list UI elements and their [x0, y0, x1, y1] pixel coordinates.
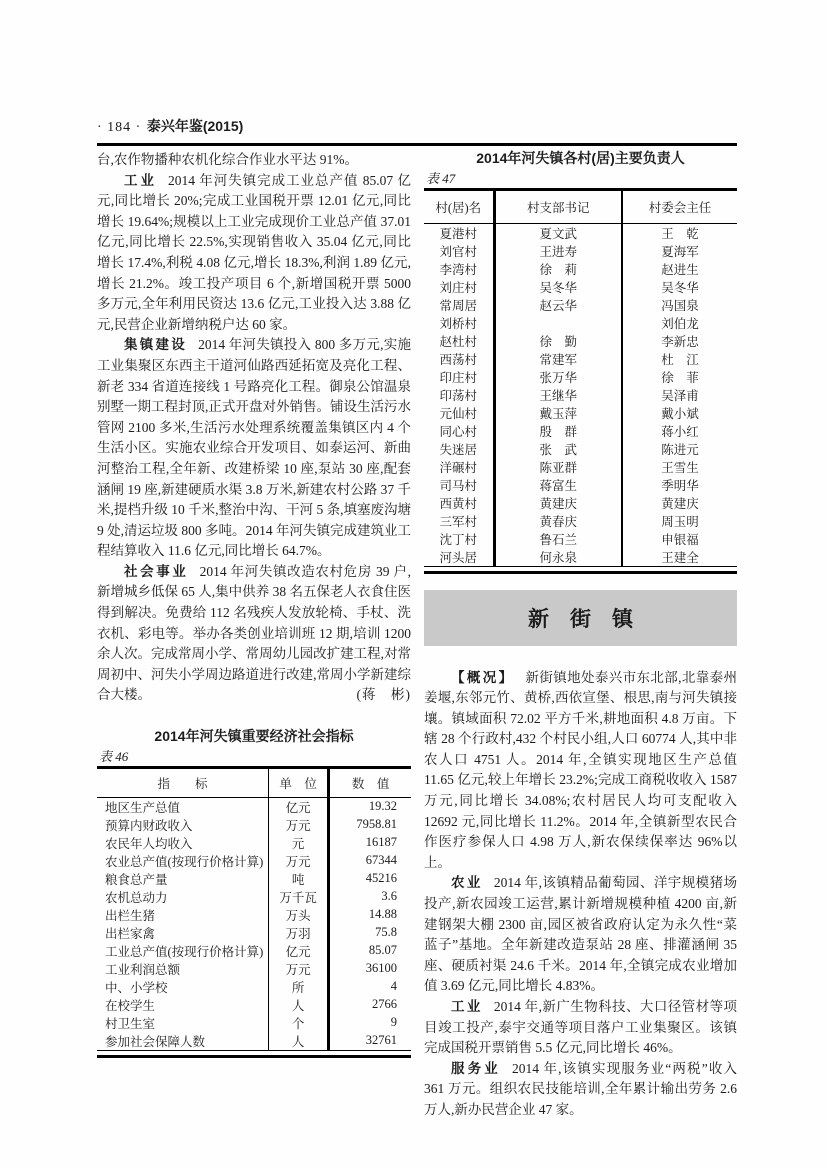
table-cell: 周玉明: [661, 514, 699, 529]
table-cell: 中、小学校: [97, 978, 269, 996]
paragraph-lead: 工业: [124, 172, 157, 188]
table-cell: 村卫生室: [97, 1014, 269, 1032]
table-cell: 失迷居: [424, 440, 494, 458]
table-cell: 印庄村: [424, 368, 494, 386]
table-row: [97, 924, 411, 942]
table-cell: 元: [269, 834, 329, 852]
table-cell: 吴泽甫: [661, 388, 699, 403]
table-row: [424, 314, 737, 332]
table-row: [97, 834, 411, 852]
table-cell: 出栏生猪: [97, 906, 269, 924]
table-cell: 王进寿: [494, 242, 622, 260]
table-row: [424, 350, 737, 368]
column-header: 数 值: [329, 769, 411, 797]
table-cell: 人: [269, 1032, 329, 1051]
table47: [424, 188, 737, 574]
table-cell: 9: [390, 1015, 397, 1029]
table-cell: 赵进生: [661, 262, 699, 277]
table47-title: 2014年河失镇各村(居)主要负责人: [476, 150, 685, 166]
table-cell: 14.88: [368, 907, 397, 921]
table-cell: 蒋小红: [661, 424, 699, 439]
table-cell: 夏文武: [494, 223, 622, 242]
table-row: [424, 296, 737, 314]
paragraph: 社会事业 2014 年河失镇改造农村危房 39 户,新增城乡低保 65 人,集中供养 38 名五保老人衣食住医得到解决。免费给 112 名残疾人发放轮椅、手杖、洗衣机、彩电等。举办各类创业培训班 12 期,培训 1200 余人次。完成常周小学、常周幼儿园改扩建工程,对常周初中、河失小学周边路道进行改建,常周小学新建综合大楼。 (蒋 彬): [97, 562, 411, 706]
table-row: [424, 458, 737, 476]
table-cell: 张万华: [494, 368, 622, 386]
table-cell: 75.8: [375, 925, 397, 939]
right-paragraphs: [424, 668, 737, 1121]
table-cell: 7958.81: [356, 817, 397, 831]
table-row: [97, 942, 411, 960]
table-cell: 王雪生: [661, 460, 699, 475]
table-row: [97, 996, 411, 1014]
table-cell: 常建军: [494, 350, 622, 368]
table-cell: 徐 勤: [494, 332, 622, 350]
table-cell: 吨: [269, 870, 329, 888]
table-cell: 鲁石兰: [494, 530, 622, 548]
table-cell: 16187: [365, 835, 397, 849]
table-cell: 45216: [365, 871, 397, 885]
table-cell: 河头居: [424, 548, 494, 567]
table-cell: 人: [269, 996, 329, 1014]
table-cell: 陈亚群: [494, 458, 622, 476]
table-cell: 4: [390, 979, 397, 993]
table-cell: 工业利润总额: [97, 960, 269, 978]
paragraph-lead: 社会事业: [124, 563, 189, 579]
table-cell: 万头: [269, 906, 329, 924]
table-cell: 戴小斌: [661, 406, 699, 421]
table-cell: 36100: [365, 961, 397, 975]
table-cell: 何永泉: [494, 548, 622, 567]
table-cell: 王 乾: [661, 226, 699, 241]
table-cell: 刘庄村: [424, 278, 494, 296]
paragraph-lead: 工业: [451, 999, 483, 1014]
table-row: [97, 888, 411, 906]
table-cell: 夏海军: [661, 244, 699, 259]
table46-label: 表 46: [99, 749, 129, 764]
table-cell: 黄春庆: [494, 512, 622, 530]
table47-label: 表 47: [426, 171, 456, 186]
table-cell: 农民年人均收入: [97, 834, 269, 852]
table-row: [97, 797, 411, 816]
table-cell: 李新忠: [661, 334, 699, 349]
table-cell: 刘伯龙: [661, 316, 699, 331]
table-cell: 地区生产总值: [97, 797, 269, 816]
table-cell: 司马村: [424, 476, 494, 494]
table-cell: 赵杜村: [424, 332, 494, 350]
paragraph-lead: 农业: [451, 875, 483, 891]
table-row: [424, 332, 737, 350]
table-cell: 3.6: [381, 889, 397, 903]
table-cell: 万元: [269, 960, 329, 978]
table-row: [424, 223, 737, 242]
table-cell: 在校学生: [97, 996, 269, 1014]
paragraph: 服务业 2014 年,该镇实现服务业“两税”收入 361 万元。组织农民技能培训,全年累计输出劳务 2.6 万人,新办民营企业 47 家。: [424, 1060, 738, 1117]
paragraph-lead: 【概况】: [451, 669, 515, 685]
column-header: 单 位: [269, 769, 329, 797]
column-header: 指 标: [97, 769, 269, 797]
paragraph-lead: 服务业: [451, 1060, 501, 1076]
table-row: [424, 494, 737, 512]
table-cell: 出栏家禽: [97, 924, 269, 942]
table-cell: 沈丁村: [424, 530, 494, 548]
table-cell: 吴冬华: [494, 278, 622, 296]
table-cell: 西荡村: [424, 350, 494, 368]
table-cell: 亿元: [269, 942, 329, 960]
table-cell: 参加社会保障人数: [97, 1032, 269, 1051]
book-title: 泰兴年鉴(2015): [146, 118, 244, 134]
table-cell: 申银福: [661, 532, 699, 547]
table-cell: 冯国泉: [661, 298, 699, 313]
table-cell: 杜 江: [661, 352, 699, 367]
table46-grid: [97, 769, 411, 1051]
table-row: [424, 404, 737, 422]
table-cell: 农业总产值(按现行价格计算): [97, 852, 269, 870]
author-byline: (蒋 彬): [356, 687, 411, 703]
table-cell: 2766: [372, 997, 397, 1011]
table-cell: 农机总动力: [97, 888, 269, 906]
column-header: 村支部书记: [494, 191, 622, 223]
table47-header: [424, 191, 737, 223]
table-cell: 王建全: [622, 548, 737, 567]
table-row: [424, 242, 737, 260]
table-cell: 预算内财政收入: [97, 816, 269, 834]
table-cell: 吴冬华: [661, 280, 699, 295]
table-cell: 西黄村: [424, 494, 494, 512]
paragraph: 台,农作物播种农机化综合作业水平达 91%。: [97, 152, 358, 167]
section-banner-xinjiezhen: 新 街 镇: [424, 590, 737, 646]
right-column: [424, 148, 737, 1121]
table-cell: 陈进元: [661, 442, 699, 457]
table-cell: 常周居: [424, 296, 494, 314]
table-row: [424, 512, 737, 530]
table-cell: 万千瓦: [269, 888, 329, 906]
table-cell: 19.32: [368, 799, 397, 813]
table-cell: 万元: [269, 852, 329, 870]
table47-grid: [424, 191, 737, 567]
left-paragraphs: [97, 150, 411, 726]
table-cell: 夏港村: [424, 223, 494, 242]
table-cell: 黄建庆: [494, 494, 622, 512]
paragraph: 【概况】 新街镇地处泰兴市东北部,北靠泰州姜堰,东邻元竹、黄桥,西依宣堡、根思,南与河失镇接壤。镇域面积 72.02 平方千米,耕地面积 4.8 万亩。下辖 28 个行政村,432 个村民小组,人口 60774 人,其中非农人口 4751 人。2014 年,全镇实现地区生产总值 11.65 亿元,较上年增长 23.2%;完成工商税收收入 1587 万元,同比增长 34.08%;农村居民人均可支配收入 12692 元,同比增长 11.2%。2014 年,全镇新型农民合作医疗参保人口 4.98 万人,新农保续保率达 96%以上。: [424, 669, 737, 870]
table-cell: 王继华: [494, 386, 622, 404]
header-divider: [97, 143, 737, 146]
table46: [97, 766, 411, 1058]
table-row: [424, 260, 737, 278]
table-cell: 蒋富生: [494, 476, 622, 494]
table-row: [97, 1014, 411, 1032]
table-cell: [494, 314, 622, 332]
paragraph: 工业 2014 年河失镇完成工业总产值 85.07 亿元,同比增长 20%;完成工业国税开票 12.01 亿元,同比增长 19.64%;规模以上工业完成现价工业总产值 37.01 亿元,同比增长 22.5%,实现销售收入 35.04 亿元,同比增长 17.4%,利税 4.08 亿元,增长 18.3%,利润 1.89 亿元,增长 21.2%。竣工投产项目 6 个,新增国税开票 5000 多万元,全年利用民资达 13.6 亿元,工业投入达 3.88 亿元,民营企业新增纳税户达 60 家。: [97, 172, 411, 332]
table46-header: [97, 769, 411, 797]
table-cell: 印荡村: [424, 386, 494, 404]
table-cell: 同心村: [424, 422, 494, 440]
table-cell: 粮食总产量: [97, 870, 269, 888]
table-cell: 张 武: [494, 440, 622, 458]
table-cell: 个: [269, 1014, 329, 1032]
table-cell: 徐 莉: [494, 260, 622, 278]
table-row: [424, 368, 737, 386]
table-cell: 工业总产值(按现行价格计算): [97, 942, 269, 960]
table-cell: 徐 菲: [661, 370, 699, 385]
paragraph: 集镇建设 2014 年河失镇投入 800 多万元,实施工业集聚区东西主干道河仙路西延拓宽及亮化工程、新老 334 省道连接线 1 号路亮化工程。御泉公馆温泉别墅一期工程封顶,正式开盘对外销售。铺设生活污水管网 2100 多米,生活污水处理系统覆盖集镇区内 4 个生活小区。实施农业综合开发项目、如泰运河、新曲河整治工程,全年新、改建桥梁 10 座,泵站 30 座,配套涵闸 19 座,新建硬质水渠 3.8 万米,新建农村公路 37 千米,提档升级 10 千米,整治中沟、干河 5 条,填塞废沟塘 9 处,清运垃圾 800 多吨。2014 年河失镇完成建筑业工程结算收入 11.6 亿元,同比增长 64.7%。: [97, 337, 411, 559]
column-header: 村(居)名: [424, 191, 494, 223]
table-row: [97, 906, 411, 924]
table-row: [424, 548, 737, 567]
column-header: 村委会主任: [622, 191, 737, 223]
table-cell: 亿元: [269, 797, 329, 816]
table-row: [424, 422, 737, 440]
table-cell: 季明华: [661, 478, 699, 493]
table-row: [424, 530, 737, 548]
table-cell: 戴玉萍: [494, 404, 622, 422]
table46-title: 2014年河失镇重要经济社会指标: [154, 728, 354, 744]
table-cell: 万羽: [269, 924, 329, 942]
table-cell: 元仙村: [424, 404, 494, 422]
paragraph: 农业 2014 年,该镇精品葡萄园、洋宇规模猪场投产,新农园竣工运营,累计新增规模种植 4200 亩,新建钢架大棚 2300 亩,园区被省政府认定为永久性“菜蓝子”基地。全年新建改造泵站 28 座、排灌涵闸 35 座、硬质衬渠 24.6 千米。2014 年,全镇完成农业增加值 3.69 亿元,同比增长 4.83%。: [424, 875, 738, 994]
table-cell: 三军村: [424, 512, 494, 530]
table-row: [424, 440, 737, 458]
table-row: [97, 870, 411, 888]
table-row: [97, 960, 411, 978]
table-cell: 85.07: [368, 943, 397, 957]
paragraph-lead: 集镇建设: [124, 337, 188, 353]
left-column: [97, 150, 411, 1058]
table-cell: 刘桥村: [424, 314, 494, 332]
table-cell: 万元: [269, 816, 329, 834]
table-row: [97, 816, 411, 834]
table-cell: 李湾村: [424, 260, 494, 278]
table-cell: 刘官村: [424, 242, 494, 260]
page-number: · 184 ·: [97, 120, 142, 135]
table-cell: 32761: [329, 1032, 411, 1051]
table-cell: 洋碾村: [424, 458, 494, 476]
table-cell: 殷 群: [494, 422, 622, 440]
table-row: [424, 278, 737, 296]
paragraph: 工业 2014 年,新广生物科技、大口径管材等项目竣工投产,泰宇交通等项目落户工业集聚区。该镇完成国税开票销售 5.5 亿元,同比增长 46%。: [424, 999, 738, 1056]
table-cell: 所: [269, 978, 329, 996]
table-row: [97, 1032, 411, 1051]
page-header: [97, 116, 243, 138]
table-cell: 赵云华: [494, 296, 622, 314]
table-cell: 67344: [365, 853, 397, 867]
table-row: [97, 852, 411, 870]
table-cell: 黄建庆: [661, 496, 699, 511]
table-row: [97, 978, 411, 996]
table-row: [424, 386, 737, 404]
table-row: [424, 476, 737, 494]
